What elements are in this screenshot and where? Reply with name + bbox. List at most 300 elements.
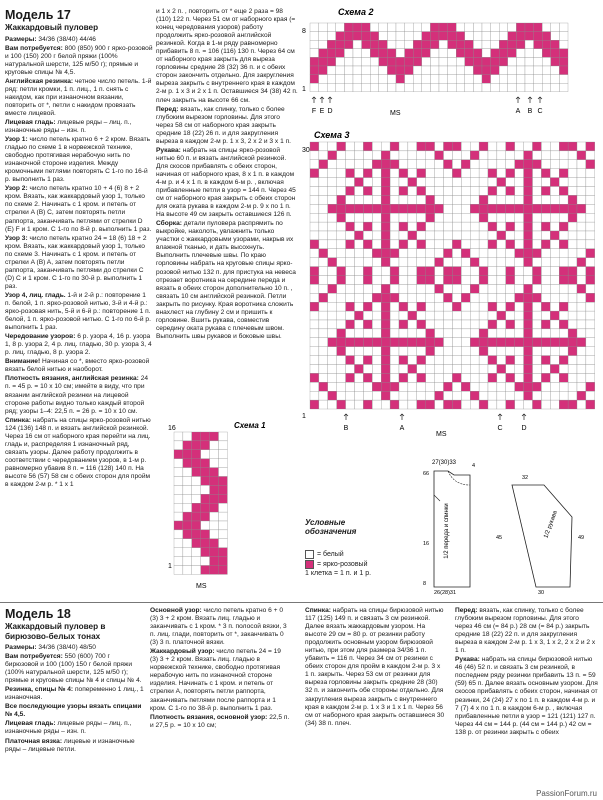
chart-cell xyxy=(399,160,408,169)
chart-cell xyxy=(524,276,533,285)
chart-cell xyxy=(479,222,488,231)
chart-cell xyxy=(381,329,390,338)
chart-cell xyxy=(413,32,422,41)
chart-cell xyxy=(533,249,542,258)
model17-col2-body xyxy=(156,8,298,341)
chart-cell xyxy=(310,178,319,187)
chart-cell xyxy=(426,373,435,382)
chart-cell xyxy=(525,75,534,84)
chart-cell xyxy=(408,373,417,382)
chart-cell xyxy=(174,566,183,575)
model18-col3-body xyxy=(305,607,445,728)
chart-cell xyxy=(328,276,337,285)
chart-cell xyxy=(506,356,515,365)
chart-cell xyxy=(461,365,470,374)
chart-cell xyxy=(381,258,390,267)
paragraph-heading: Размеры: xyxy=(5,644,37,651)
chart-cell xyxy=(524,365,533,374)
chart-cell xyxy=(577,329,586,338)
chart-cell xyxy=(346,195,355,204)
paragraph xyxy=(5,36,153,44)
chart-cell xyxy=(183,548,192,557)
chart-cell xyxy=(417,213,426,222)
chart-cell xyxy=(174,539,183,548)
chart-cell xyxy=(550,329,559,338)
chart-cell xyxy=(363,231,372,240)
chart-cell xyxy=(577,160,586,169)
chart-cell xyxy=(577,267,586,276)
chart-cell xyxy=(399,391,408,400)
chart-cell xyxy=(405,66,414,75)
chart-cell xyxy=(470,267,479,276)
model18-col1-body xyxy=(5,644,145,754)
chart-cell xyxy=(399,400,408,409)
chart-cell xyxy=(426,240,435,249)
chart-cell xyxy=(577,320,586,329)
chart-cell xyxy=(399,240,408,249)
chart-cell xyxy=(390,231,399,240)
chart-cell xyxy=(310,400,319,409)
chart-cell xyxy=(452,302,461,311)
chart-cell xyxy=(379,23,388,32)
chart-cell xyxy=(399,284,408,293)
chart-cell xyxy=(355,329,364,338)
chart-cell xyxy=(586,338,595,347)
chart-cell xyxy=(452,231,461,240)
chart-cell xyxy=(399,169,408,178)
chart-cell xyxy=(470,169,479,178)
chart-cell xyxy=(408,213,417,222)
chart-cell xyxy=(499,32,508,41)
arrow-label: A xyxy=(515,108,521,115)
chart-cell xyxy=(452,373,461,382)
chart-cell xyxy=(430,49,439,58)
chart-cell xyxy=(470,249,479,258)
chart-cell xyxy=(533,267,542,276)
chart-cell xyxy=(363,169,372,178)
chart-cell xyxy=(448,83,457,92)
chart-cell xyxy=(541,365,550,374)
chart-cell xyxy=(533,142,542,151)
chart-cell xyxy=(439,57,448,66)
chart-cell xyxy=(210,566,219,575)
chart-cell xyxy=(408,329,417,338)
chart-cell xyxy=(344,40,353,49)
chart-cell xyxy=(328,160,337,169)
chart-cell xyxy=(310,293,319,302)
chart-cell xyxy=(516,66,525,75)
chart-cell xyxy=(355,338,364,347)
chart-cell xyxy=(319,178,328,187)
legend-title: Условные обозначения xyxy=(305,518,357,536)
chart-cell xyxy=(533,311,542,320)
chart-cell xyxy=(408,293,417,302)
chart-cell xyxy=(461,151,470,160)
chart-cell xyxy=(328,169,337,178)
chart-cell xyxy=(174,459,183,468)
chart-cell xyxy=(568,276,577,285)
chart-cell xyxy=(399,213,408,222)
chart-cell xyxy=(470,142,479,151)
chart-cell xyxy=(381,311,390,320)
chart-cell xyxy=(319,151,328,160)
chart-cell xyxy=(201,468,210,477)
chart-cell xyxy=(473,57,482,66)
chart-cell xyxy=(586,347,595,356)
chart-cell xyxy=(346,276,355,285)
chart-cell xyxy=(541,195,550,204)
chart-cell xyxy=(363,302,372,311)
chart-cell xyxy=(497,276,506,285)
arrow-icon xyxy=(522,414,526,420)
chart-cell xyxy=(479,284,488,293)
chart-cell xyxy=(319,222,328,231)
chart-cell xyxy=(550,267,559,276)
chart-cell xyxy=(319,311,328,320)
chart-cell xyxy=(435,320,444,329)
chart-cell xyxy=(390,240,399,249)
chart-cell xyxy=(192,548,201,557)
chart-cell xyxy=(372,249,381,258)
model17-title: Модель 17 xyxy=(5,8,71,22)
chart-cell xyxy=(452,347,461,356)
chart-cell xyxy=(550,169,559,178)
chart-cell xyxy=(379,40,388,49)
chart-cell xyxy=(586,195,595,204)
chart-cell xyxy=(506,276,515,285)
chart-cell xyxy=(413,66,422,75)
chart-cell xyxy=(534,66,543,75)
chart-cell xyxy=(363,365,372,374)
chart-cell xyxy=(370,23,379,32)
paragraph-heading: Жаккардовый узор: xyxy=(150,648,215,656)
chart-cell xyxy=(479,329,488,338)
chart-cell xyxy=(422,23,431,32)
section-divider xyxy=(0,602,603,603)
chart-cell xyxy=(461,347,470,356)
chart-cell xyxy=(328,347,337,356)
chart-cell xyxy=(488,293,497,302)
chart-cell xyxy=(426,178,435,187)
chart-cell xyxy=(497,338,506,347)
chart-cell xyxy=(488,142,497,151)
chart-cell xyxy=(470,284,479,293)
chart-cell xyxy=(336,32,345,41)
chart-cell xyxy=(408,302,417,311)
scheme3-rows-label: 30 xyxy=(302,147,310,154)
chart-cell xyxy=(488,400,497,409)
chart-cell xyxy=(524,373,533,382)
chart-cell xyxy=(541,400,550,409)
chart-cell xyxy=(541,258,550,267)
chart-cell xyxy=(319,240,328,249)
chart-cell xyxy=(541,204,550,213)
chart-cell xyxy=(346,382,355,391)
chart-cell xyxy=(319,32,328,41)
paragraph xyxy=(5,333,153,357)
chart-cell xyxy=(479,213,488,222)
chart-cell xyxy=(372,142,381,151)
chart-cell xyxy=(355,382,364,391)
chart-cell xyxy=(586,382,595,391)
chart-cell xyxy=(508,75,517,84)
chart-cell xyxy=(488,249,497,258)
chart-cell xyxy=(586,187,595,196)
chart-cell xyxy=(390,356,399,365)
chart-cell xyxy=(363,311,372,320)
chart-cell xyxy=(310,320,319,329)
paragraph xyxy=(156,8,298,105)
chart-cell xyxy=(201,485,210,494)
chart-cell xyxy=(473,40,482,49)
pattern-n32: 32 xyxy=(522,475,529,481)
chart-cell xyxy=(541,231,550,240)
chart-cell xyxy=(559,338,568,347)
chart-cell xyxy=(568,400,577,409)
chart-cell xyxy=(319,187,328,196)
chart-cell xyxy=(435,329,444,338)
chart-cell xyxy=(426,160,435,169)
chart-cell xyxy=(568,347,577,356)
chart-cell xyxy=(372,258,381,267)
chart-cell xyxy=(210,530,219,539)
chart-cell xyxy=(363,391,372,400)
legend xyxy=(305,518,420,578)
chart-cell xyxy=(390,267,399,276)
chart-cell xyxy=(550,338,559,347)
chart-cell xyxy=(444,213,453,222)
chart-cell xyxy=(444,151,453,160)
chart-cell xyxy=(379,57,388,66)
chart-cell xyxy=(346,151,355,160)
chart-cell xyxy=(577,293,586,302)
chart-cell xyxy=(319,258,328,267)
chart-cell xyxy=(499,83,508,92)
chart-cell xyxy=(346,320,355,329)
chart-cell xyxy=(470,222,479,231)
chart-cell xyxy=(353,75,362,84)
chart-cell xyxy=(210,548,219,557)
chart-cell xyxy=(515,382,524,391)
chart-cell xyxy=(387,40,396,49)
chart-cell xyxy=(550,142,559,151)
chart-cell xyxy=(488,204,497,213)
chart-cell xyxy=(452,356,461,365)
chart-cell xyxy=(577,347,586,356)
chart-cell xyxy=(327,66,336,75)
chart-cell xyxy=(497,213,506,222)
chart-cell xyxy=(426,204,435,213)
scheme2-title: Схема 2 xyxy=(338,7,374,17)
chart-cell xyxy=(346,169,355,178)
chart-cell xyxy=(390,373,399,382)
paragraph xyxy=(156,106,298,146)
chart-cell xyxy=(310,240,319,249)
scheme2-arrows xyxy=(312,97,543,115)
chart-cell xyxy=(390,213,399,222)
chart-cell xyxy=(577,356,586,365)
chart-cell xyxy=(456,57,465,66)
chart-cell xyxy=(408,222,417,231)
chart-cell xyxy=(426,222,435,231)
chart-cell xyxy=(399,142,408,151)
chart-cell xyxy=(372,231,381,240)
chart-cell xyxy=(396,40,405,49)
chart-cell xyxy=(525,66,534,75)
chart-cell xyxy=(568,178,577,187)
chart-cell xyxy=(506,151,515,160)
chart-cell xyxy=(568,302,577,311)
chart-cell xyxy=(515,311,524,320)
chart-cell xyxy=(372,382,381,391)
chart-cell xyxy=(559,284,568,293)
chart-cell xyxy=(328,195,337,204)
chart-cell xyxy=(417,320,426,329)
chart-cell xyxy=(310,373,319,382)
arrow-label: C xyxy=(497,425,503,432)
chart-cell xyxy=(319,276,328,285)
chart-cell xyxy=(444,267,453,276)
chart-cell xyxy=(586,142,595,151)
chart-cell xyxy=(452,151,461,160)
chart-cell xyxy=(310,347,319,356)
chart-cell xyxy=(568,320,577,329)
chart-cell xyxy=(541,391,550,400)
chart-cell xyxy=(327,57,336,66)
chart-cell xyxy=(370,49,379,58)
chart-cell xyxy=(355,400,364,409)
sleeve-label: 1/2 рукава xyxy=(543,510,559,540)
chart-cell xyxy=(435,231,444,240)
chart-cell xyxy=(362,75,371,84)
chart-cell xyxy=(355,178,364,187)
chart-cell xyxy=(568,231,577,240)
chart-cell xyxy=(550,204,559,213)
chart-cell xyxy=(568,293,577,302)
chart-cell xyxy=(426,302,435,311)
chart-cell xyxy=(533,284,542,293)
paragraph-text: вязать, как спинку, только с более глубоким вырезом горловины. Для этого через 58 см от наборного края закрыть средние 18 (22) 26 п. и для закругления выреза в каждом 2-м р. 1 х 3, 2 х 2 и 3 х 1 п. xyxy=(156,105,291,145)
chart-cell xyxy=(336,40,345,49)
chart-cell xyxy=(461,391,470,400)
chart-cell xyxy=(183,441,192,450)
chart-cell xyxy=(479,311,488,320)
chart-cell xyxy=(408,338,417,347)
chart-cell xyxy=(328,187,337,196)
pattern-n45: 45 xyxy=(496,535,503,541)
chart-cell xyxy=(310,160,319,169)
chart-cell xyxy=(465,66,474,75)
chart-cell xyxy=(337,142,346,151)
chart-cell xyxy=(390,302,399,311)
chart-cell xyxy=(524,338,533,347)
paragraph-text: Начиная со *, вместо ярко-розовой вязать белой нитью и наоборот. xyxy=(5,358,150,374)
paragraph-heading: Спинка: xyxy=(305,607,331,614)
chart-cell xyxy=(337,178,346,187)
chart-cell xyxy=(586,320,595,329)
chart-cell xyxy=(399,373,408,382)
chart-cell xyxy=(577,240,586,249)
chart-cell xyxy=(422,49,431,58)
chart-cell xyxy=(363,382,372,391)
chart-cell xyxy=(533,240,542,249)
chart-cell xyxy=(372,187,381,196)
chart-cell xyxy=(390,382,399,391)
model17-col2 xyxy=(156,8,298,342)
chart-cell xyxy=(533,160,542,169)
chart-cell xyxy=(399,195,408,204)
chart-cell xyxy=(174,477,183,486)
chart-cell xyxy=(550,240,559,249)
chart-cell xyxy=(488,338,497,347)
chart-cell xyxy=(379,32,388,41)
chart-cell xyxy=(461,222,470,231)
chart-cell xyxy=(396,23,405,32)
paragraph-heading: Рукава: xyxy=(455,656,480,664)
chart-cell xyxy=(533,222,542,231)
chart-cell xyxy=(534,23,543,32)
chart-cell xyxy=(506,373,515,382)
chart-cell xyxy=(465,57,474,66)
chart-cell xyxy=(372,365,381,374)
chart-cell xyxy=(372,195,381,204)
chart-cell xyxy=(355,347,364,356)
chart-cell xyxy=(533,169,542,178)
chart-cell xyxy=(448,32,457,41)
paragraph xyxy=(455,656,598,736)
chart-cell xyxy=(346,142,355,151)
chart-cell xyxy=(435,195,444,204)
chart-cell xyxy=(310,49,319,58)
front-label: 1/2 переда и спинки xyxy=(444,503,450,559)
chart-cell xyxy=(516,32,525,41)
chart-cell xyxy=(533,231,542,240)
chart-cell xyxy=(417,311,426,320)
chart-cell xyxy=(390,365,399,374)
chart-cell xyxy=(328,222,337,231)
chart-cell xyxy=(568,284,577,293)
chart-cell xyxy=(417,400,426,409)
chart-cell xyxy=(435,187,444,196)
chart-cell xyxy=(515,276,524,285)
chart-cell xyxy=(381,195,390,204)
paragraph xyxy=(5,375,153,415)
chart-cell xyxy=(541,249,550,258)
chart-cell xyxy=(337,249,346,258)
chart-cell xyxy=(534,75,543,84)
chart-cell xyxy=(192,432,201,441)
chart-cell xyxy=(456,49,465,58)
chart-cell xyxy=(568,151,577,160)
chart-cell xyxy=(192,459,201,468)
chart-cell xyxy=(435,151,444,160)
chart-cell xyxy=(381,373,390,382)
chart-cell xyxy=(327,75,336,84)
chart-cell xyxy=(405,57,414,66)
chart-cell xyxy=(353,83,362,92)
chart-cell xyxy=(515,160,524,169)
chart-cell xyxy=(488,373,497,382)
chart-cell xyxy=(461,338,470,347)
chart-cell xyxy=(337,222,346,231)
chart-cell xyxy=(417,391,426,400)
arrow-icon xyxy=(400,414,404,420)
chart-cell xyxy=(319,356,328,365)
chart-cell xyxy=(586,373,595,382)
chart-cell xyxy=(319,347,328,356)
chart-cell xyxy=(328,302,337,311)
chart-cell xyxy=(461,178,470,187)
